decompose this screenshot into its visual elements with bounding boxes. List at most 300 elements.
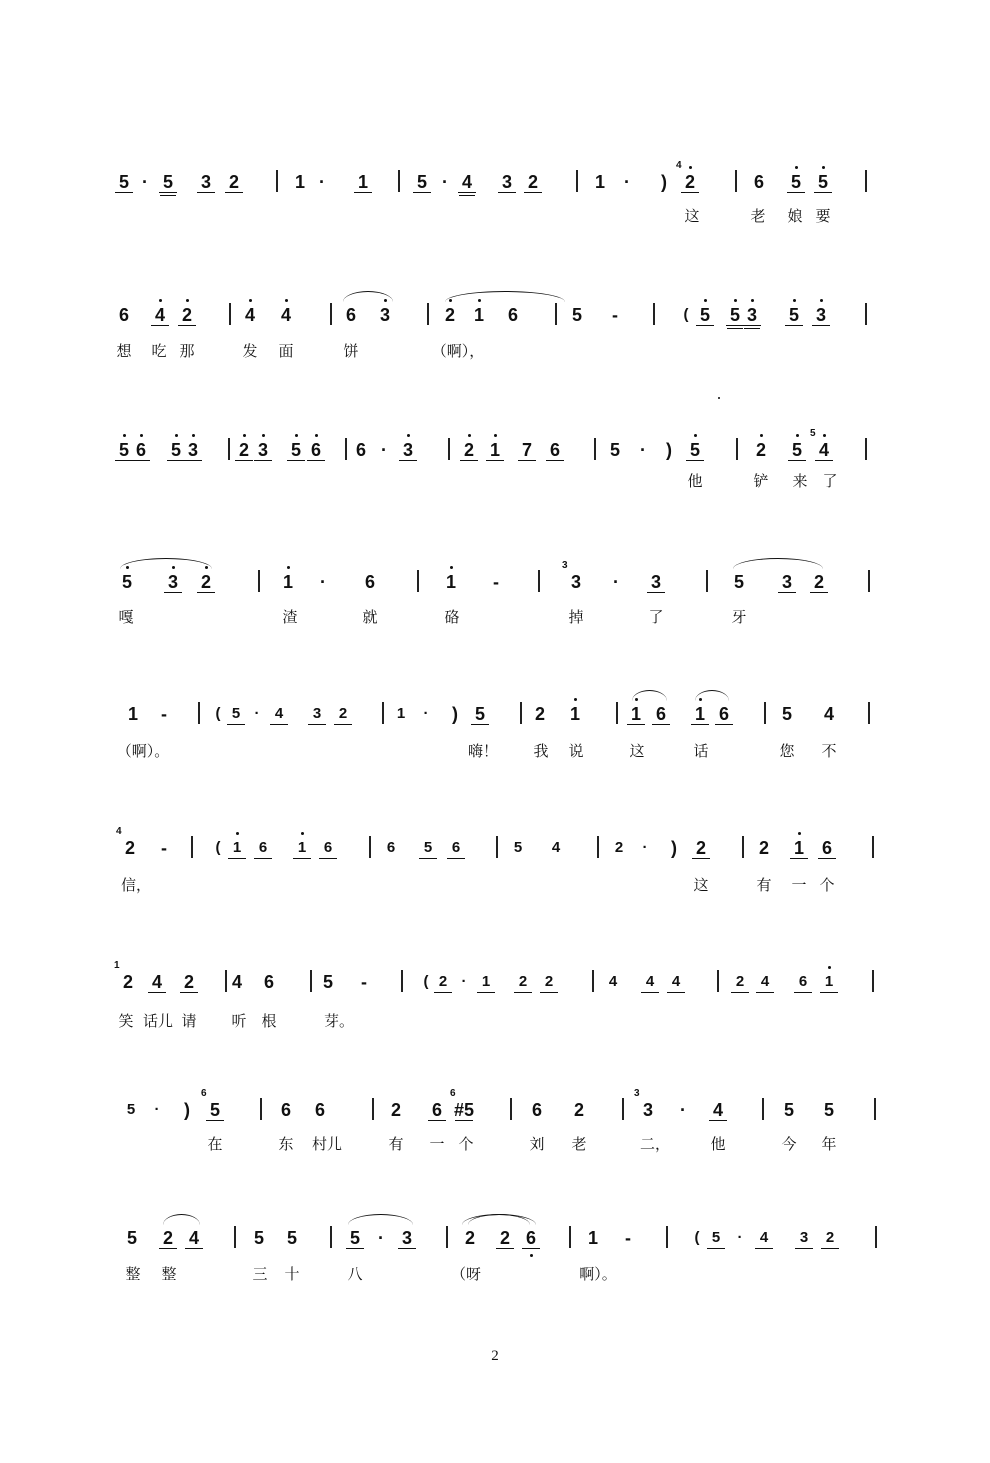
duration-underline: [815, 460, 833, 461]
jianpu-note: 1: [282, 572, 294, 592]
jianpu-note: 6: [531, 1100, 543, 1120]
jianpu-note: 2: [444, 305, 456, 325]
jianpu-note: 6: [655, 704, 667, 724]
duration-underline: [447, 858, 465, 859]
barline: [191, 836, 193, 858]
jianpu-note: 5: [170, 440, 182, 460]
jianpu-note: 6: [451, 839, 461, 856]
jianpu-note: 5: [416, 172, 428, 192]
lyric-syllable: 老: [750, 207, 766, 225]
jianpu-note: (: [215, 705, 221, 722]
barline: [198, 702, 200, 724]
duration-underline: [206, 1120, 224, 1121]
duration-underline: [399, 460, 417, 461]
jianpu-note: 2: [527, 172, 539, 192]
jianpu-note: 5: [322, 972, 334, 992]
duration-underline: [627, 724, 645, 725]
jianpu-note: 5: [209, 1100, 221, 1120]
duration-underline: [755, 1248, 773, 1249]
page-number: 2: [491, 1348, 499, 1364]
jianpu-note: 6: [323, 839, 333, 856]
lyric-syllable: 硌: [444, 608, 460, 626]
duration-underline: [307, 460, 325, 461]
lyric-syllable: 有: [388, 1135, 404, 1153]
jianpu-note: 2: [573, 1100, 585, 1120]
jianpu-note: (: [694, 1229, 700, 1246]
jianpu-note: 1: [630, 704, 642, 724]
duration-underline: [167, 460, 185, 461]
barline: [865, 303, 867, 325]
grace-note: 6: [201, 1088, 207, 1099]
barline: [555, 303, 557, 325]
barline: [569, 1226, 571, 1248]
duration-underline: [428, 1120, 446, 1121]
jianpu-note: ·: [624, 172, 630, 192]
jianpu-note: 2: [825, 1229, 835, 1246]
jianpu-note: 2: [390, 1100, 402, 1120]
barline: [446, 1226, 448, 1248]
jianpu-note: 2: [695, 838, 707, 858]
jianpu-note: 2: [122, 972, 134, 992]
octave-dot-above: [694, 434, 697, 437]
grace-note: 6: [450, 1088, 456, 1099]
lyric-syllable: 请: [181, 1012, 197, 1030]
duration-underline: [524, 192, 542, 193]
jianpu-note: 2: [124, 838, 136, 858]
barline: [427, 303, 429, 325]
slur-arc: [632, 690, 667, 701]
jianpu-note: 2: [464, 1228, 476, 1248]
jianpu-note: 2: [181, 305, 193, 325]
barline: [448, 438, 450, 460]
duration-underline: [319, 858, 337, 859]
lyric-syllable: 掉: [568, 608, 584, 626]
lyric-syllable: 二，: [639, 1135, 671, 1153]
jianpu-note: 5: [571, 305, 583, 325]
duration-underline: [498, 192, 516, 193]
lyric-syllable: （啊）。: [116, 742, 170, 760]
jianpu-note: 6: [263, 972, 275, 992]
jianpu-note: 5: [817, 172, 829, 192]
jianpu-note: 6: [386, 839, 396, 856]
octave-dot-above: [760, 434, 763, 437]
barline: [496, 836, 498, 858]
jianpu-note: 5: [823, 1100, 835, 1120]
barline: [735, 170, 737, 192]
duration-underline: [486, 460, 504, 461]
jianpu-note: 3: [379, 305, 391, 325]
jianpu-note: 5: [513, 839, 523, 856]
duration-underline: [818, 858, 836, 859]
duration-underline: [810, 592, 828, 593]
jianpu-note: -: [361, 972, 367, 992]
barline: [874, 1098, 876, 1120]
jianpu-note: 2: [183, 972, 195, 992]
jianpu-note: 4: [154, 305, 166, 325]
jianpu-note: ): [666, 440, 672, 460]
octave-dot-above: [186, 299, 189, 302]
duration-underline: [692, 858, 710, 859]
jianpu-note: 4: [274, 705, 284, 722]
octave-dot-above: [450, 566, 453, 569]
lyric-syllable: 八: [347, 1265, 363, 1283]
lyric-syllable: 啊）。: [579, 1265, 617, 1283]
barline: [762, 1098, 764, 1120]
lyric-syllable: 牙: [731, 608, 747, 626]
octave-dot-above: [175, 434, 178, 437]
jianpu-note: 2: [238, 440, 250, 460]
barline: [875, 1226, 877, 1248]
jianpu-note: 3: [401, 1228, 413, 1248]
lyric-syllable: 娘: [787, 207, 803, 225]
jianpu-note: 2: [438, 973, 448, 990]
jianpu-note: ): [661, 172, 667, 192]
jianpu-note: ·: [613, 572, 619, 592]
barline: [872, 970, 874, 992]
jianpu-note: (: [215, 839, 221, 856]
jianpu-note: -: [625, 1228, 631, 1248]
jianpu-note: 6: [345, 305, 357, 325]
barline: [576, 170, 578, 192]
jianpu-note: 2: [499, 1228, 511, 1248]
jianpu-note: 1: [569, 704, 581, 724]
lyric-syllable: 一: [429, 1135, 445, 1153]
slur-arc: [343, 291, 393, 302]
jianpu-note: ·: [154, 1101, 160, 1118]
duration-underline: [197, 192, 215, 193]
jianpu-note: 5: [474, 704, 486, 724]
octave-dot-above: [689, 166, 692, 169]
barline: [594, 438, 596, 460]
duration-underline: [790, 858, 808, 859]
barline: [520, 702, 522, 724]
lyric-syllable: 说: [568, 742, 584, 760]
jianpu-note: -: [161, 704, 167, 724]
duration-underline: [778, 592, 796, 593]
jianpu-note: 1: [357, 172, 369, 192]
duration-underline: [709, 1120, 727, 1121]
jianpu-note: ): [452, 704, 458, 724]
barline: [310, 970, 312, 992]
duration-underline: [334, 724, 352, 725]
octave-dot-above: [704, 299, 707, 302]
duration-underline: [308, 724, 326, 725]
jianpu-note: 4: [244, 305, 256, 325]
lyric-syllable: 这: [684, 207, 700, 225]
slur-arc: [348, 1214, 413, 1225]
jianpu-note: 1: [294, 172, 306, 192]
duration-underline: [398, 1248, 416, 1249]
jianpu-note: ·: [640, 440, 646, 460]
octave-dot-below: [530, 1254, 533, 1257]
duration-underline: [518, 460, 536, 461]
barline: [369, 836, 371, 858]
duration-underline: [354, 192, 372, 193]
jianpu-note: 3: [501, 172, 513, 192]
slur-arc: [695, 690, 729, 701]
duration-underline: [270, 724, 288, 725]
jianpu-note: ): [184, 1100, 190, 1120]
duration-underline: [115, 460, 133, 461]
jianpu-note: 1: [824, 973, 834, 990]
jianpu-note: (: [423, 973, 429, 990]
jianpu-note: 6: [310, 440, 322, 460]
duration-underline: [647, 592, 665, 593]
duration-underline: [235, 460, 253, 461]
jianpu-note: 2: [463, 440, 475, 460]
jianpu-note: 2: [735, 973, 745, 990]
lyric-syllable: 饼: [343, 342, 359, 360]
octave-dot-above: [793, 299, 796, 302]
slur-arc: [733, 558, 823, 569]
jianpu-note: 4: [461, 172, 473, 192]
duration-underline: [667, 992, 685, 993]
lyric-syllable: 不: [821, 742, 837, 760]
duration-underline: [434, 992, 452, 993]
duration-underline: [471, 724, 489, 725]
duration-underline: [455, 1120, 473, 1121]
duration-underline: [726, 325, 744, 326]
duration-underline: [743, 325, 761, 326]
duration-underline: [151, 325, 169, 326]
jianpu-note: 6: [821, 838, 833, 858]
lyric-syllable: 嗨！: [467, 742, 499, 760]
jianpu-note: ·: [423, 705, 429, 722]
lyric-syllable: 东: [278, 1135, 294, 1153]
jianpu-note: 5: [118, 172, 130, 192]
barline: [372, 1098, 374, 1120]
lyric-syllable: 了: [648, 608, 664, 626]
duration-underline: [132, 460, 150, 461]
octave-dot-above: [822, 166, 825, 169]
duration-underline: [115, 192, 133, 193]
jianpu-note: -: [612, 305, 618, 325]
jianpu-note: 2: [534, 704, 546, 724]
barline: [401, 970, 403, 992]
lyric-syllable: 了: [822, 472, 838, 490]
duration-underline: [159, 192, 177, 193]
barline: [330, 303, 332, 325]
barline: [234, 1226, 236, 1248]
jianpu-note: 6: [753, 172, 765, 192]
duration-underline: [652, 724, 670, 725]
jianpu-note: 6: [280, 1100, 292, 1120]
barline: [592, 970, 594, 992]
jianpu-note: #5: [453, 1100, 475, 1120]
duration-underline: [788, 460, 806, 461]
jianpu-note: 1: [481, 973, 491, 990]
jianpu-note: 2: [755, 440, 767, 460]
barline: [666, 1226, 668, 1248]
duration-underline: [522, 1248, 540, 1249]
jianpu-note: 4: [823, 704, 835, 724]
jianpu-note: 3: [570, 572, 582, 592]
lyric-syllable: 年: [821, 1135, 837, 1153]
jianpu-note: 5: [162, 172, 174, 192]
jianpu-note: 4: [712, 1100, 724, 1120]
duration-underline: [254, 858, 272, 859]
octave-dot-above: [140, 434, 143, 437]
slur-arc: [163, 1214, 200, 1225]
jianpu-note: ·: [142, 172, 148, 192]
jianpu-note: 2: [338, 705, 348, 722]
octave-dot-above: [751, 299, 754, 302]
jianpu-note: 5: [286, 1228, 298, 1248]
barline: [276, 170, 278, 192]
lyric-syllable: 整: [125, 1265, 141, 1283]
jianpu-note: 4: [759, 1229, 769, 1246]
jianpu-note: 5: [231, 705, 241, 722]
jianpu-note: ·: [378, 1228, 384, 1248]
jianpu-note: 3: [187, 440, 199, 460]
jianpu-note: 2: [813, 572, 825, 592]
grace-note: 4: [676, 160, 682, 171]
duration-underline: [514, 992, 532, 993]
jianpu-note: 5: [609, 440, 621, 460]
barline: [764, 702, 766, 724]
octave-dot-above: [287, 566, 290, 569]
jianpu-note: 4: [645, 973, 655, 990]
jianpu-note: 4: [151, 972, 163, 992]
barline: [260, 1098, 262, 1120]
jianpu-note: 5: [791, 440, 803, 460]
jianpu-note: 1: [587, 1228, 599, 1248]
jianpu-note: 1: [793, 838, 805, 858]
barline: [538, 570, 540, 592]
lyric-syllable: 整: [161, 1265, 177, 1283]
octave-dot-above: [159, 299, 162, 302]
duration-underline: [346, 1248, 364, 1249]
duration-underline: [785, 325, 803, 326]
lyric-syllable: 想: [116, 342, 132, 360]
jianpu-note: 3: [200, 172, 212, 192]
jianpu-note: 6: [798, 973, 808, 990]
jianpu-note: 2: [518, 973, 528, 990]
jianpu-note: 3: [746, 305, 758, 325]
barline: [868, 702, 870, 724]
jianpu-note: 1: [297, 839, 307, 856]
barline: [717, 970, 719, 992]
jianpu-note: 6: [314, 1100, 326, 1120]
jianpu-note: 4: [818, 440, 830, 460]
duration-underline: [477, 992, 495, 993]
barline: [868, 570, 870, 592]
octave-dot-above: [123, 434, 126, 437]
jianpu-note: 6: [549, 440, 561, 460]
jianpu-note: ·: [381, 440, 387, 460]
duration-underline: [159, 1248, 177, 1249]
grace-note: 5: [810, 428, 816, 439]
jianpu-note: ·: [737, 1229, 743, 1246]
octave-dot-above: [828, 966, 831, 969]
jianpu-note: 6: [135, 440, 147, 460]
jianpu-note: 3: [167, 572, 179, 592]
jianpu-note: 4: [551, 839, 561, 856]
duration-underline: [460, 460, 478, 461]
duration-underline: [180, 992, 198, 993]
jianpu-note: 5: [729, 305, 741, 325]
lyric-syllable: （啊），: [431, 342, 485, 360]
duration-underline: [546, 460, 564, 461]
jianpu-note: 2: [228, 172, 240, 192]
lyric-syllable: 面: [278, 342, 294, 360]
jianpu-note: 2: [758, 838, 770, 858]
barline: [417, 570, 419, 592]
lyric-syllable: 一: [791, 876, 807, 894]
duration-underline: [413, 192, 431, 193]
jianpu-note: 3: [650, 572, 662, 592]
octave-dot-above: [262, 434, 265, 437]
barline: [510, 1098, 512, 1120]
jianpu-note: 6: [525, 1228, 537, 1248]
barline: [865, 170, 867, 192]
duration-underline: [696, 325, 714, 326]
jianpu-note: 4: [188, 1228, 200, 1248]
barline: [597, 836, 599, 858]
barline: [228, 438, 230, 460]
barline: [706, 570, 708, 592]
duration-underline: [715, 724, 733, 725]
jianpu-note: 2: [614, 839, 624, 856]
octave-dot-above: [192, 434, 195, 437]
jianpu-note: 1: [694, 704, 706, 724]
jianpu-note: 3: [781, 572, 793, 592]
jianpu-note: 5: [290, 440, 302, 460]
lyric-syllable: 村儿: [311, 1135, 343, 1153]
octave-dot-above: [295, 434, 298, 437]
lyric-syllable: 根: [261, 1012, 277, 1030]
jianpu-note: 5: [790, 172, 802, 192]
jianpu-note: 1: [232, 839, 242, 856]
duration-underline: [458, 192, 476, 193]
jianpu-note: ·: [320, 572, 326, 592]
barline: [653, 303, 655, 325]
jianpu-note: 5: [689, 440, 701, 460]
jianpu-note: 2: [544, 973, 554, 990]
lyric-syllable: 他: [687, 472, 703, 490]
jianpu-note: 5: [788, 305, 800, 325]
lyric-syllable: 吃: [151, 342, 167, 360]
duration-underline: [814, 192, 832, 193]
lyric-syllable: 三: [252, 1265, 268, 1283]
barline: [736, 438, 738, 460]
barline: [865, 438, 867, 460]
duration-underline: [821, 1248, 839, 1249]
jianpu-note: -: [493, 572, 499, 592]
jianpu-note: ·: [642, 839, 648, 856]
duration-underline: [540, 992, 558, 993]
jianpu-note: 3: [257, 440, 269, 460]
octave-dot-above: [574, 698, 577, 701]
duration-underline: [820, 992, 838, 993]
octave-dot-above: [236, 832, 239, 835]
jianpu-note: 3: [799, 1229, 809, 1246]
lyric-syllable: 渣: [282, 608, 298, 626]
octave-dot-above: [820, 299, 823, 302]
lyric-syllable: 笑: [118, 1012, 134, 1030]
jianpu-note: 4: [608, 973, 618, 990]
jianpu-note: 1: [445, 572, 457, 592]
octave-dot-above: [243, 434, 246, 437]
octave-dot-above: [798, 832, 801, 835]
duration-underline-double: [160, 195, 176, 196]
duration-underline: [254, 460, 272, 461]
octave-dot-above: [796, 434, 799, 437]
paper-speck: [718, 397, 720, 399]
jianpu-note: 3: [402, 440, 414, 460]
lyric-syllable: 铲: [753, 472, 769, 490]
lyric-syllable: 嘎: [118, 608, 134, 626]
